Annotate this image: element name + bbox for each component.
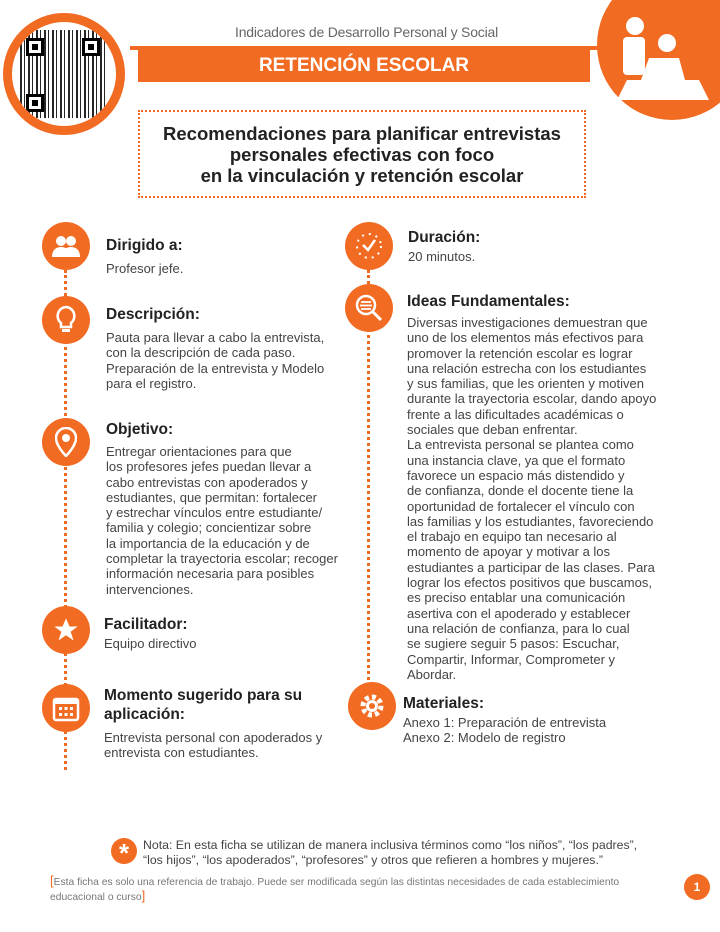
objetivo-heading: Objetivo: (106, 421, 174, 438)
disclaimer-text: Esta ficha es solo una referencia de trabajo. Puede ser modificada según las distintas necesidades de cada establecimiento educacional o curso (50, 877, 620, 903)
duracion-heading: Duración: (408, 229, 481, 246)
bracket-close: ] (141, 888, 146, 903)
dirigido-heading: Dirigido a: (106, 237, 183, 254)
timeline-dots-right (367, 270, 370, 710)
people-icon (597, 0, 720, 120)
banner-title: RETENCIÓN ESCOLAR (138, 50, 590, 82)
momento-heading: Momento sugerido para su aplicación: (104, 687, 303, 723)
header-subtitle: Indicadores de Desarrollo Personal y Social (235, 24, 498, 40)
qr-code (3, 13, 125, 135)
star-icon (42, 606, 90, 654)
facilitador-text: Equipo directivo (104, 636, 197, 651)
page-number: 1 (684, 874, 710, 900)
ideas-heading: Ideas Fundamentales: (407, 293, 570, 310)
objetivo-text: Entregar orientaciones para que los profesores jefes puedan llevar a cabo entrevistas con apoderados y estudiantes, que permitan: fortalecer y estrechar vínculos entre estudiante/ familia y colegio; concientizar sobre la importancia de la educación y de completar la trayectoria escolar; recoger información necesaria para posibles intervenciones. (106, 444, 338, 597)
clock-icon (345, 222, 393, 270)
ideas-text: Diversas investigaciones demuestran que uno de los elementos más efectivos para promover la retención escolar es lograr una relación estrecha con los estudiantes y sus familias, que les orienten y motiven durante la trayectoria escolar, dando apoyo frente a las dificultades académicas o sociales que deban enfrentar. La entrevista personal se plantea como una instancia clave, ya que el formato favorece un espacio más distendido y de confianza, donde el docente tiene la oportunidad de fortalecer el vínculo con las familias y los estudiantes, favoreciendo el trabajo en equipo tan necesario al momento de apoyar y motivar a los estudiantes a participar de las clases. Para lograr los efectos positivos que buscamos, es preciso entablar una comunicación asertiva con el apoderado y establecer una relación de confianza, para lo cual se sugiere seguir 5 pasos: Escuchar, Compartir, Informar, Comprometer y Abordar. (407, 315, 657, 682)
momento-text: Entrevista personal con apoderados y entrevista con estudiantes. (104, 730, 323, 761)
facilitador-heading: Facilitador: (104, 616, 188, 633)
document-title: Recomendaciones para planificar entrevistas personales efectivas con foco en la vinculación y retención escolar (138, 110, 586, 198)
magnifier-icon (345, 284, 393, 332)
duracion-text: 20 minutos. (408, 249, 476, 264)
descripcion-text: Pauta para llevar a cabo la entrevista, con la descripción de cada paso. Preparación de la entrevista y Modelo para el registro. (106, 330, 325, 391)
gear-icon (348, 682, 396, 730)
footer-disclaimer (50, 874, 670, 904)
footer-note: Nota: En esta ficha se utilizan de manera inclusiva términos como “los niños”, “los padres”, “los hijos”, “los apoderados”, “profesores” y otros que refieren a hombres y mujeres.” (143, 838, 638, 867)
descripcion-heading: Descripción: (106, 306, 200, 323)
calendar-icon (42, 684, 90, 732)
materiales-text: Anexo 1: Preparación de entrevista Anexo 2: Modelo de registro (403, 715, 607, 746)
lightbulb-icon (42, 296, 90, 344)
location-pin-icon (42, 418, 90, 466)
people-icon (42, 222, 90, 270)
asterisk-icon: * (111, 838, 137, 864)
dirigido-text: Profesor jefe. (106, 261, 184, 276)
bracket-open: [ (50, 873, 54, 888)
materiales-heading: Materiales: (403, 695, 484, 712)
